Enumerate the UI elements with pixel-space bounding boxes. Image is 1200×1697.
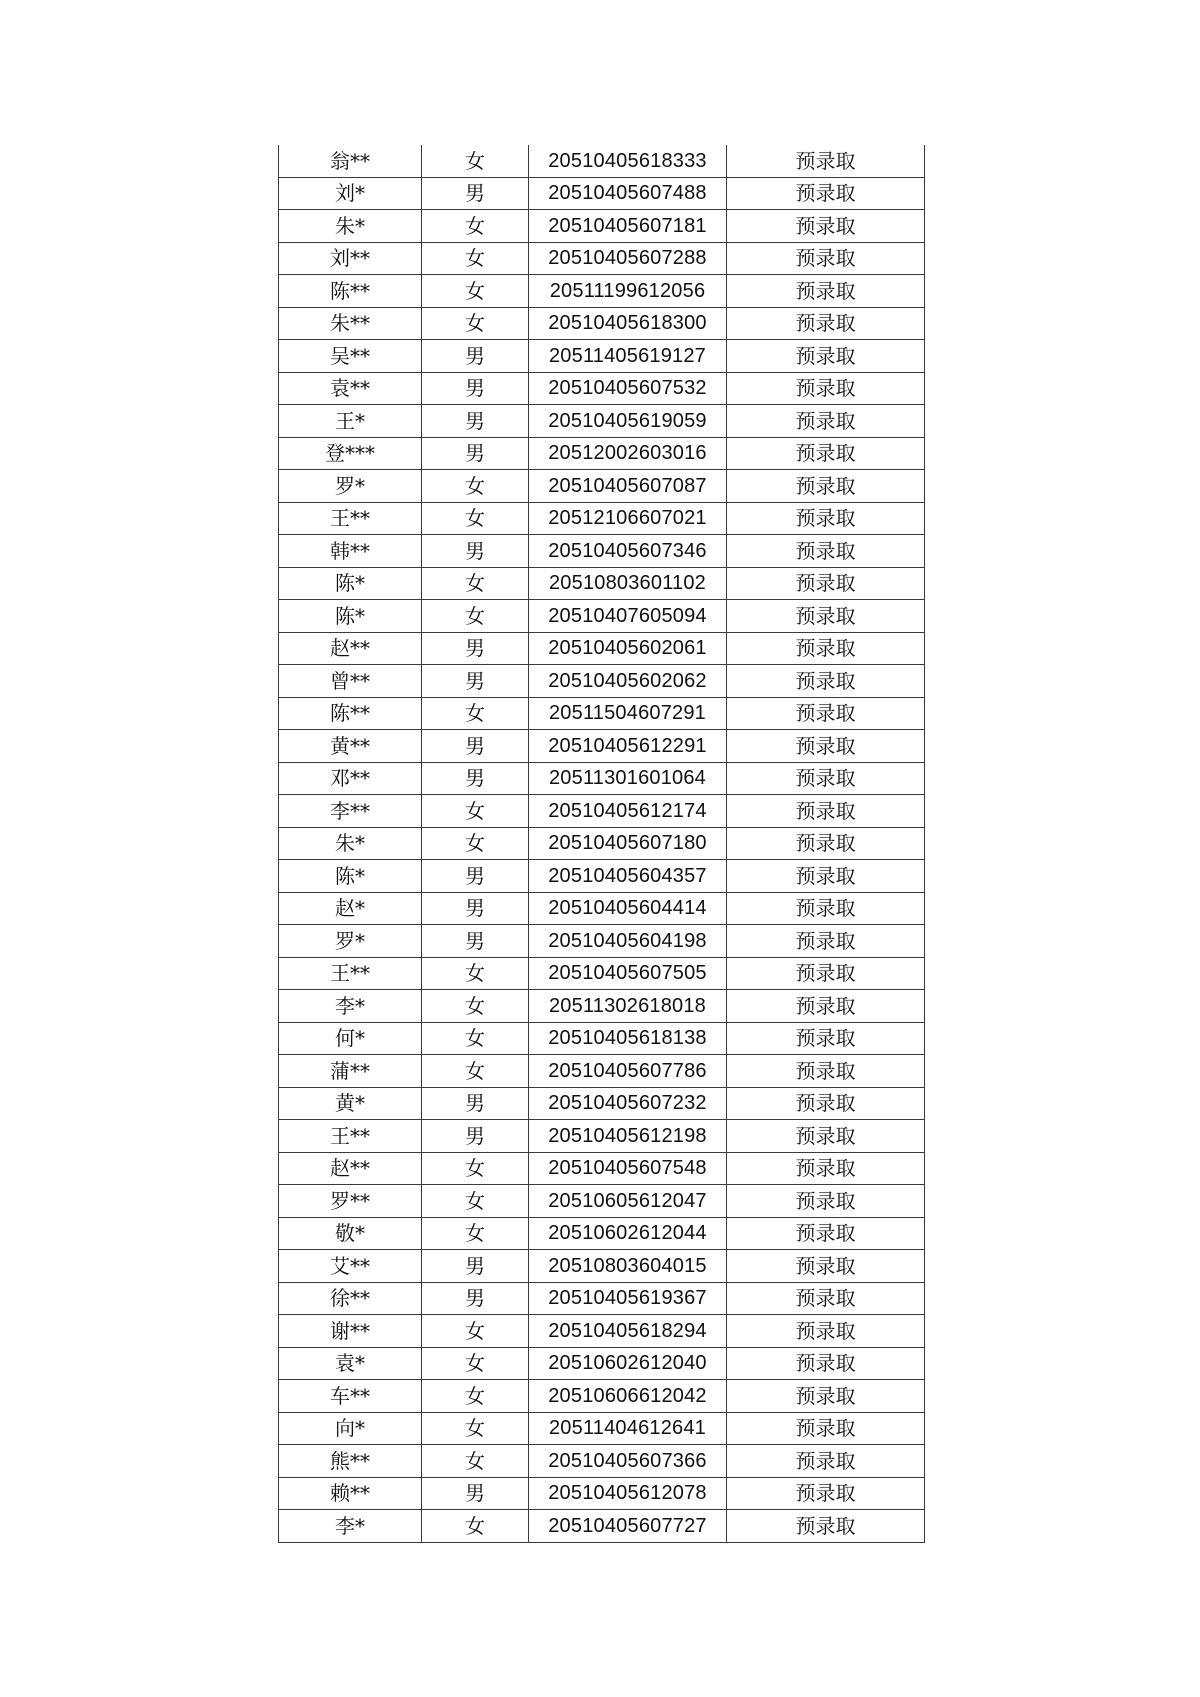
- admission-status-cell: 预录取: [727, 990, 925, 1023]
- gender-cell: 男: [422, 762, 529, 795]
- gender-cell: 女: [422, 795, 529, 828]
- exam-number-cell: 20510405607505: [529, 957, 727, 990]
- admission-list-page: [278, 145, 924, 1543]
- gender-cell: 女: [422, 1217, 529, 1250]
- gender-cell: 女: [422, 1445, 529, 1478]
- exam-number-cell: 20510405612291: [529, 730, 727, 763]
- student-name-cell: 王**: [279, 957, 422, 990]
- exam-number-cell: 20510405619367: [529, 1282, 727, 1315]
- exam-number-cell: 20511404612641: [529, 1412, 727, 1445]
- exam-number-cell: 20510605612047: [529, 1185, 727, 1218]
- exam-number-cell: 20510405607488: [529, 177, 727, 210]
- table-row: [279, 665, 925, 698]
- student-name-cell: 罗*: [279, 925, 422, 958]
- table-row: [279, 535, 925, 568]
- admission-status-cell: 预录取: [727, 795, 925, 828]
- gender-cell: 女: [422, 697, 529, 730]
- table-row: [279, 1217, 925, 1250]
- table-row: [279, 1055, 925, 1088]
- student-name-cell: 王*: [279, 405, 422, 438]
- table-row: [279, 990, 925, 1023]
- student-name-cell: 罗*: [279, 470, 422, 503]
- table-row: [279, 1282, 925, 1315]
- gender-cell: 女: [422, 957, 529, 990]
- gender-cell: 女: [422, 210, 529, 243]
- student-name-cell: 熊**: [279, 1445, 422, 1478]
- gender-cell: 男: [422, 535, 529, 568]
- gender-cell: 男: [422, 632, 529, 665]
- gender-cell: 女: [422, 307, 529, 340]
- table-row: [279, 892, 925, 925]
- admission-status-cell: 预录取: [727, 730, 925, 763]
- exam-number-cell: 20510405604357: [529, 860, 727, 893]
- gender-cell: 男: [422, 1282, 529, 1315]
- student-name-cell: 艾**: [279, 1250, 422, 1283]
- student-name-cell: 韩**: [279, 535, 422, 568]
- exam-number-cell: 20510405607532: [529, 372, 727, 405]
- admission-status-cell: 预录取: [727, 1477, 925, 1510]
- admission-status-cell: 预录取: [727, 762, 925, 795]
- table-row: [279, 502, 925, 535]
- exam-number-cell: 20511302618018: [529, 990, 727, 1023]
- gender-cell: 男: [422, 892, 529, 925]
- gender-cell: 男: [422, 730, 529, 763]
- admission-status-cell: 预录取: [727, 1412, 925, 1445]
- student-name-cell: 登***: [279, 437, 422, 470]
- table-row: [279, 1380, 925, 1413]
- admission-status-cell: 预录取: [727, 1282, 925, 1315]
- student-name-cell: 陈**: [279, 275, 422, 308]
- exam-number-cell: 20510602612044: [529, 1217, 727, 1250]
- gender-cell: 女: [422, 1022, 529, 1055]
- student-name-cell: 陈*: [279, 860, 422, 893]
- table-row: [279, 405, 925, 438]
- exam-number-cell: 20510803604015: [529, 1250, 727, 1283]
- student-name-cell: 蒲**: [279, 1055, 422, 1088]
- admission-status-cell: 预录取: [727, 470, 925, 503]
- gender-cell: 女: [422, 1152, 529, 1185]
- exam-number-cell: 20510405604198: [529, 925, 727, 958]
- table-row: [279, 762, 925, 795]
- gender-cell: 男: [422, 925, 529, 958]
- table-row: [279, 437, 925, 470]
- exam-number-cell: 20510405619059: [529, 405, 727, 438]
- admission-status-cell: 预录取: [727, 372, 925, 405]
- exam-number-cell: 20511199612056: [529, 275, 727, 308]
- gender-cell: 女: [422, 145, 529, 177]
- exam-number-cell: 20510405607727: [529, 1510, 727, 1543]
- table-row: [279, 860, 925, 893]
- student-name-cell: 李*: [279, 1510, 422, 1543]
- table-row: [279, 1315, 925, 1348]
- table-row: [279, 1022, 925, 1055]
- admission-status-cell: 预录取: [727, 210, 925, 243]
- student-name-cell: 陈*: [279, 600, 422, 633]
- gender-cell: 女: [422, 827, 529, 860]
- admission-status-cell: 预录取: [727, 827, 925, 860]
- admission-status-cell: 预录取: [727, 1510, 925, 1543]
- gender-cell: 女: [422, 1510, 529, 1543]
- admission-status-cell: 预录取: [727, 340, 925, 373]
- admission-status-cell: 预录取: [727, 1250, 925, 1283]
- admission-status-cell: 预录取: [727, 502, 925, 535]
- admission-table: [278, 145, 925, 1543]
- admission-status-cell: 预录取: [727, 1445, 925, 1478]
- student-name-cell: 曾**: [279, 665, 422, 698]
- table-row: [279, 340, 925, 373]
- gender-cell: 女: [422, 242, 529, 275]
- gender-cell: 女: [422, 1380, 529, 1413]
- admission-status-cell: 预录取: [727, 1380, 925, 1413]
- table-row: [279, 795, 925, 828]
- exam-number-cell: 20510407605094: [529, 600, 727, 633]
- table-row: [279, 1412, 925, 1445]
- exam-number-cell: 20510405604414: [529, 892, 727, 925]
- table-row: [279, 1510, 925, 1543]
- admission-status-cell: 预录取: [727, 1022, 925, 1055]
- exam-number-cell: 20510405602061: [529, 632, 727, 665]
- admission-status-cell: 预录取: [727, 1087, 925, 1120]
- gender-cell: 女: [422, 275, 529, 308]
- table-row: [279, 730, 925, 763]
- table-row: [279, 827, 925, 860]
- gender-cell: 男: [422, 405, 529, 438]
- exam-number-cell: 20510405612198: [529, 1120, 727, 1153]
- student-name-cell: 谢**: [279, 1315, 422, 1348]
- student-name-cell: 罗**: [279, 1185, 422, 1218]
- admission-status-cell: 预录取: [727, 665, 925, 698]
- exam-number-cell: 20510803601102: [529, 567, 727, 600]
- table-row: [279, 925, 925, 958]
- gender-cell: 女: [422, 502, 529, 535]
- gender-cell: 男: [422, 1250, 529, 1283]
- table-row: [279, 177, 925, 210]
- student-name-cell: 邓**: [279, 762, 422, 795]
- admission-status-cell: 预录取: [727, 567, 925, 600]
- admission-status-cell: 预录取: [727, 437, 925, 470]
- gender-cell: 男: [422, 177, 529, 210]
- student-name-cell: 黄*: [279, 1087, 422, 1120]
- exam-number-cell: 20512002603016: [529, 437, 727, 470]
- exam-number-cell: 20511301601064: [529, 762, 727, 795]
- gender-cell: 男: [422, 1477, 529, 1510]
- student-name-cell: 赖**: [279, 1477, 422, 1510]
- admission-status-cell: 预录取: [727, 145, 925, 177]
- student-name-cell: 王**: [279, 1120, 422, 1153]
- table-row: [279, 697, 925, 730]
- exam-number-cell: 20510405607232: [529, 1087, 727, 1120]
- table-row: [279, 1347, 925, 1380]
- exam-number-cell: 20512106607021: [529, 502, 727, 535]
- exam-number-cell: 20510405607346: [529, 535, 727, 568]
- table-row: [279, 1087, 925, 1120]
- admission-status-cell: 预录取: [727, 600, 925, 633]
- table-row: [279, 275, 925, 308]
- admission-status-cell: 预录取: [727, 1120, 925, 1153]
- table-row: [279, 372, 925, 405]
- student-name-cell: 何*: [279, 1022, 422, 1055]
- student-name-cell: 车**: [279, 1380, 422, 1413]
- gender-cell: 女: [422, 1412, 529, 1445]
- table-row: [279, 307, 925, 340]
- student-name-cell: 袁*: [279, 1347, 422, 1380]
- exam-number-cell: 20511504607291: [529, 697, 727, 730]
- admission-status-cell: 预录取: [727, 1152, 925, 1185]
- table-row: [279, 210, 925, 243]
- student-name-cell: 向*: [279, 1412, 422, 1445]
- student-name-cell: 李*: [279, 990, 422, 1023]
- student-name-cell: 朱**: [279, 307, 422, 340]
- table-row: [279, 600, 925, 633]
- gender-cell: 女: [422, 1185, 529, 1218]
- gender-cell: 女: [422, 567, 529, 600]
- exam-number-cell: 20510405618300: [529, 307, 727, 340]
- gender-cell: 女: [422, 990, 529, 1023]
- table-row: [279, 1477, 925, 1510]
- exam-number-cell: 20510405607180: [529, 827, 727, 860]
- table-row: [279, 1120, 925, 1153]
- table-row: [279, 145, 925, 177]
- gender-cell: 女: [422, 1315, 529, 1348]
- gender-cell: 女: [422, 470, 529, 503]
- exam-number-cell: 20510606612042: [529, 1380, 727, 1413]
- admission-status-cell: 预录取: [727, 697, 925, 730]
- student-name-cell: 敬*: [279, 1217, 422, 1250]
- exam-number-cell: 20511405619127: [529, 340, 727, 373]
- gender-cell: 女: [422, 1347, 529, 1380]
- gender-cell: 男: [422, 860, 529, 893]
- student-name-cell: 朱*: [279, 210, 422, 243]
- gender-cell: 男: [422, 340, 529, 373]
- exam-number-cell: 20510405607366: [529, 1445, 727, 1478]
- admission-status-cell: 预录取: [727, 632, 925, 665]
- exam-number-cell: 20510405607288: [529, 242, 727, 275]
- admission-status-cell: 预录取: [727, 957, 925, 990]
- student-name-cell: 李**: [279, 795, 422, 828]
- student-name-cell: 黄**: [279, 730, 422, 763]
- exam-number-cell: 20510405618294: [529, 1315, 727, 1348]
- student-name-cell: 刘**: [279, 242, 422, 275]
- student-name-cell: 陈*: [279, 567, 422, 600]
- gender-cell: 男: [422, 437, 529, 470]
- admission-status-cell: 预录取: [727, 925, 925, 958]
- student-name-cell: 朱*: [279, 827, 422, 860]
- table-row: [279, 1250, 925, 1283]
- gender-cell: 女: [422, 1055, 529, 1088]
- admission-status-cell: 预录取: [727, 860, 925, 893]
- admission-status-cell: 预录取: [727, 1217, 925, 1250]
- student-name-cell: 陈**: [279, 697, 422, 730]
- exam-number-cell: 20510405612078: [529, 1477, 727, 1510]
- table-row: [279, 567, 925, 600]
- student-name-cell: 赵**: [279, 632, 422, 665]
- exam-number-cell: 20510602612040: [529, 1347, 727, 1380]
- admission-status-cell: 预录取: [727, 405, 925, 438]
- exam-number-cell: 20510405602062: [529, 665, 727, 698]
- admission-status-cell: 预录取: [727, 892, 925, 925]
- gender-cell: 男: [422, 372, 529, 405]
- student-name-cell: 袁**: [279, 372, 422, 405]
- exam-number-cell: 20510405607181: [529, 210, 727, 243]
- admission-status-cell: 预录取: [727, 1055, 925, 1088]
- student-name-cell: 吴**: [279, 340, 422, 373]
- admission-status-cell: 预录取: [727, 1315, 925, 1348]
- exam-number-cell: 20510405607786: [529, 1055, 727, 1088]
- table-row: [279, 1152, 925, 1185]
- student-name-cell: 刘*: [279, 177, 422, 210]
- student-name-cell: 徐**: [279, 1282, 422, 1315]
- student-name-cell: 赵**: [279, 1152, 422, 1185]
- admission-status-cell: 预录取: [727, 535, 925, 568]
- student-name-cell: 赵*: [279, 892, 422, 925]
- gender-cell: 男: [422, 1120, 529, 1153]
- table-row: [279, 470, 925, 503]
- student-name-cell: 翁**: [279, 145, 422, 177]
- admission-status-cell: 预录取: [727, 177, 925, 210]
- student-name-cell: 王**: [279, 502, 422, 535]
- admission-table-body: [279, 145, 925, 1542]
- exam-number-cell: 20510405618138: [529, 1022, 727, 1055]
- table-row: [279, 1185, 925, 1218]
- admission-status-cell: 预录取: [727, 1185, 925, 1218]
- exam-number-cell: 20510405607087: [529, 470, 727, 503]
- table-row: [279, 1445, 925, 1478]
- exam-number-cell: 20510405612174: [529, 795, 727, 828]
- exam-number-cell: 20510405607548: [529, 1152, 727, 1185]
- admission-status-cell: 预录取: [727, 1347, 925, 1380]
- admission-status-cell: 预录取: [727, 307, 925, 340]
- gender-cell: 男: [422, 1087, 529, 1120]
- gender-cell: 女: [422, 600, 529, 633]
- table-row: [279, 242, 925, 275]
- table-row: [279, 957, 925, 990]
- admission-status-cell: 预录取: [727, 242, 925, 275]
- table-row: [279, 632, 925, 665]
- gender-cell: 男: [422, 665, 529, 698]
- admission-status-cell: 预录取: [727, 275, 925, 308]
- exam-number-cell: 20510405618333: [529, 145, 727, 177]
